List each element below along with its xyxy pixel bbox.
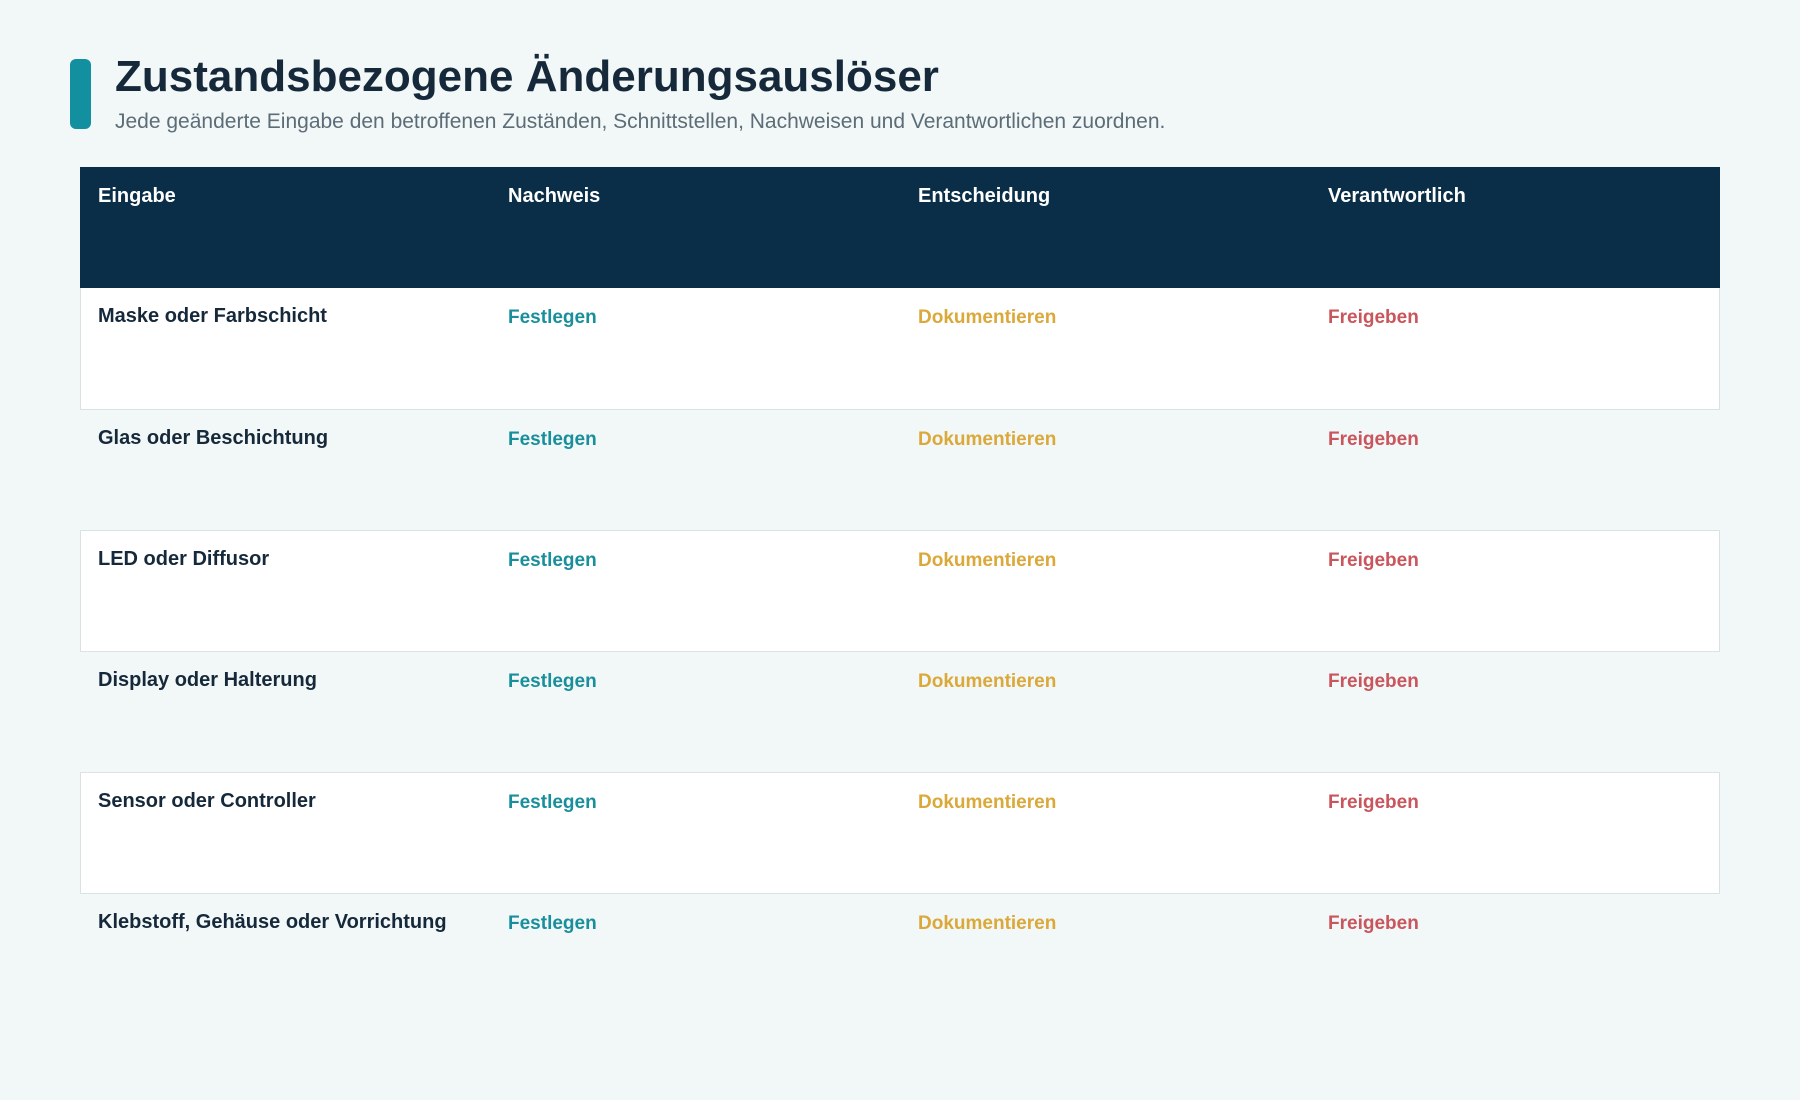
nachweis-status: Festlegen xyxy=(508,912,597,934)
verantwortlich-status: Freigeben xyxy=(1328,670,1419,692)
column-header-eingabe: Eingabe xyxy=(98,185,176,207)
trigger-table xyxy=(80,167,1720,1014)
nachweis-status: Festlegen xyxy=(508,307,597,328)
cell-verantwortlich xyxy=(1310,651,1720,772)
entscheidung-status: Dokumentieren xyxy=(918,307,1057,328)
page-subtitle: Jede geänderte Eingabe den betroffenen Zuständen, Schnittstellen, Nachweisen und Verantwortlichen zuordnen. xyxy=(115,110,1166,133)
cell-nachweis xyxy=(490,772,900,893)
column-header-verantwortlich: Verantwortlich xyxy=(1328,185,1466,207)
cell-entscheidung xyxy=(900,288,1310,409)
cell-entscheidung xyxy=(900,651,1310,772)
table-row xyxy=(80,409,1720,530)
cell-nachweis xyxy=(490,651,900,772)
cell-nachweis xyxy=(490,409,900,530)
cell-eingabe: Maske oder Farbschicht xyxy=(98,305,327,327)
verantwortlich-status: Freigeben xyxy=(1328,549,1419,571)
cell-verantwortlich xyxy=(1310,893,1720,1014)
cell-eingabe: Display oder Halterung xyxy=(80,651,490,772)
page-header xyxy=(70,52,1720,132)
verantwortlich-status: Freigeben xyxy=(1328,791,1419,813)
entscheidung-status: Dokumentieren xyxy=(918,912,1057,934)
cell-eingabe: Klebstoff, Gehäuse oder Vorrichtung xyxy=(80,893,490,1014)
verantwortlich-status: Freigeben xyxy=(1328,307,1419,328)
cell-entscheidung xyxy=(900,893,1310,1014)
verantwortlich-status: Freigeben xyxy=(1328,428,1419,450)
cell-entscheidung xyxy=(900,530,1310,651)
cell-eingabe: Glas oder Beschichtung xyxy=(80,409,490,530)
cell-verantwortlich xyxy=(1310,409,1720,530)
cell-nachweis xyxy=(490,530,900,651)
entscheidung-status: Dokumentieren xyxy=(918,428,1057,450)
cell-nachweis xyxy=(490,893,900,1014)
cell-entscheidung xyxy=(900,409,1310,530)
verantwortlich-status: Freigeben xyxy=(1328,912,1419,934)
cell-nachweis xyxy=(490,288,900,409)
nachweis-status: Festlegen xyxy=(508,791,597,813)
nachweis-status: Festlegen xyxy=(508,428,597,450)
table-row xyxy=(80,288,1720,409)
cell-verantwortlich xyxy=(1310,530,1720,651)
table-row xyxy=(80,772,1720,893)
trigger-table-container xyxy=(80,167,1720,1014)
cell-entscheidung xyxy=(900,772,1310,893)
cell-eingabe: LED oder Diffusor xyxy=(80,530,490,651)
table-row xyxy=(80,530,1720,651)
title-accent-bar xyxy=(70,59,91,129)
entscheidung-status: Dokumentieren xyxy=(918,549,1057,571)
nachweis-status: Festlegen xyxy=(508,549,597,571)
table-row xyxy=(80,893,1720,1014)
cell-eingabe: Sensor oder Controller xyxy=(80,772,490,893)
column-header-nachweis: Nachweis xyxy=(508,185,601,207)
nachweis-status: Festlegen xyxy=(508,670,597,692)
page-title: Zustandsbezogene Änderungsauslöser xyxy=(115,52,939,101)
entscheidung-status: Dokumentieren xyxy=(918,670,1057,692)
column-header-entscheidung: Entscheidung xyxy=(918,185,1051,207)
table-row xyxy=(80,651,1720,772)
cell-verantwortlich xyxy=(1310,288,1720,409)
table-header-row xyxy=(80,167,1720,288)
cell-verantwortlich xyxy=(1310,772,1720,893)
entscheidung-status: Dokumentieren xyxy=(918,791,1057,813)
